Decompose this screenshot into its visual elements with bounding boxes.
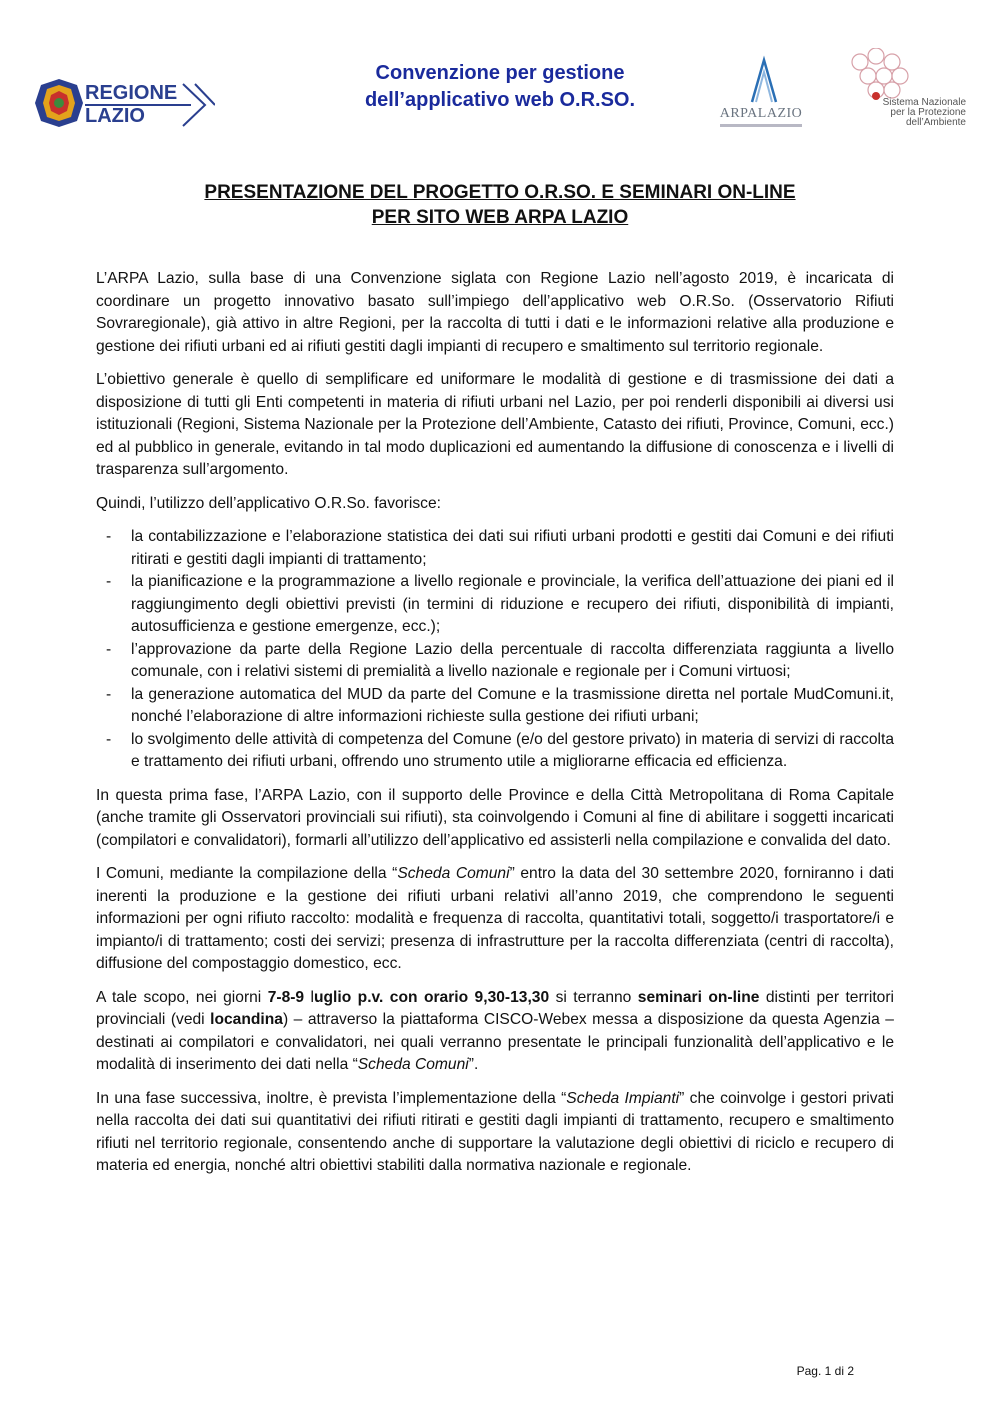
snpa-logo — [846, 48, 966, 128]
para6-text-e: si terranno — [549, 988, 638, 1006]
paragraph-2: L’obiettivo generale è quello di semplificare ed uniformare le modalità di gestione e di trasmissione dei dati a disposizione di tutti gli Enti competenti in materia di rifiuti urbani nel Lazio, per poi renderli disponibili ai diversi usi istituzionali (Regioni, Sistema Nazionale per la Protezione dell’Ambiente, Catasto dei rifiuti, Province, Comuni, ecc.) ed al pubblico in generale, evitando in tal modo duplicazioni ed aumentando la diffusione di conoscenza e i livelli di trasparenza sull’argomento. — [96, 371, 894, 478]
benefits-list — [96, 526, 894, 774]
list-dash: - — [106, 730, 112, 748]
scheda-impianti-italic: Scheda Impianti — [566, 1089, 680, 1107]
para5-text-a: I Comuni, mediante la compilazione della “ — [96, 865, 398, 882]
header-title-line-2: dell’applicativo web O.R.SO. — [364, 89, 636, 111]
list-item-text: la contabilizzazione e l’elaborazione statistica dei dati sui rifiuti urbani prodotti e gestiti dai Comuni e dei rifiuti ritirati e gestiti dagli impianti di trattamento; — [131, 528, 894, 568]
list-item — [96, 639, 894, 684]
list-item-text: lo svolgimento delle attività di competenza del Comune (e/o del gestore privato) in materia di servizi di raccolta e trattamento dei rifiuti urbani, offrendo uno strumento utile a migliorarne efficacia ed efficienza. — [131, 730, 894, 770]
header-title-line-1: Convenzione per gestione — [375, 62, 625, 84]
list-item — [96, 526, 894, 571]
paragraph-6 — [96, 987, 894, 1077]
para6-text-k: ”. — [468, 1056, 479, 1073]
para6-text-a: A tale scopo, nei giorni — [96, 988, 268, 1006]
para7-text-a: In una fase successiva, inoltre, è prevista l’implementazione della “ — [96, 1089, 567, 1107]
para6-text-i: ) – attraverso la piattaforma CISCO-Webex messa a disposizione da questa Agenzia – destinati ai compilatori e convalidatori, nei quali verranno presentate le principali funzionalità dell’applicativo e le modalità di inserimento dei dati nella “ — [96, 1011, 894, 1073]
seminari-online-bold: seminari on-line — [637, 988, 760, 1006]
arpa-lazio-logo — [712, 54, 810, 138]
arpa-logo-name: ARPALAZIO — [719, 106, 803, 121]
para6-text-c: l — [304, 988, 314, 1006]
para7-text-c: ” che coinvolge i gestori privati nella raccolta dei dati sui quantitativi dei rifiuti ritirati e gestiti dagli impianti di trattamento, recupero e smaltimento rifiuti nel territorio regionale, consentendo anche di supportare la valutazione degli obiettivi di riciclo e recupero di materia ed energia, nonché altri obiettivi stabiliti dalla normativa nazionale e regionale. — [96, 1089, 894, 1174]
paragraph-1: L’ARPA Lazio, sulla base di una Convenzione siglata con Regione Lazio nell’agosto 2019, è incaricata di coordinare un progetto innovativo basato sull’impiego dell’applicativo web O.R.So. (Osservatorio Rifiuti Sovraregionale), già attivo in altre Regioni, per la raccolta di tutti i dati e le informazioni relative alla produzione e gestione dei rifiuti urbani ed ai rifiuti gestiti dagli impianti di recupero e smaltimento sul territorio regionale. — [96, 270, 894, 355]
arpa-a-mark-icon — [712, 54, 810, 106]
paragraph-5 — [96, 863, 894, 976]
list-item — [96, 729, 894, 774]
snpa-line-2: per la Protezione — [890, 107, 966, 118]
paragraph-3: Quindi, l’utilizzo dell’applicativo O.R.So. favorisce: — [96, 494, 441, 512]
header-title — [330, 60, 670, 114]
scheda-comuni-italic: Scheda Comuni — [397, 865, 510, 882]
logo-line-1: REGIONE — [85, 82, 178, 104]
snpa-line-1: Sistema Nazionale — [882, 97, 966, 108]
para6-text-g: distinti per territori provinciali (vedi — [96, 988, 894, 1028]
list-dash: - — [106, 573, 112, 590]
list-dash: - — [106, 685, 112, 703]
document-title-line-1: PRESENTAZIONE DEL PROGETTO O.R.SO. E SEMINARI ON-LINE — [204, 182, 796, 203]
list-item-text: l’approvazione da parte della Regione Lazio della percentuale di raccolta differenziata raggiunta a livello comunale, con i relativi sistemi di premialità a livello nazionale e regionale per i Comuni virtuosi; — [131, 640, 894, 680]
list-item — [96, 571, 894, 639]
arpa-logo-subtext-bar — [720, 124, 802, 127]
snpa-hexagon-icon — [846, 48, 966, 100]
snpa-line-3: dell’Ambiente — [905, 117, 966, 128]
paragraph-7 — [96, 1088, 894, 1178]
page-number: Pag. 1 di 2 — [796, 1364, 854, 1378]
seminar-time: uglio p.v. con orario 9,30-13,30 — [314, 988, 550, 1006]
para5-text-c: ” entro la data del 30 settembre 2020, forniranno i dati inerenti la produzione e la gestione dei rifiuti urbani relativi all’anno 2019, che comprendono le seguenti informazioni per ogni rifiuto raccolto: modalità e frequenza di raccolta, quantitativi totali, soggetto/i trasportatore/i e impianto/i di trattamento; costi dei servizi; presenza di infrastrutture per la raccolta differenziata (centri di raccolta), diffusione del compostaggio domestico, ecc. — [96, 865, 894, 972]
regione-lazio-logo — [33, 72, 215, 134]
list-item — [96, 684, 894, 729]
list-item-text: la pianificazione e la programmazione a livello regionale e provinciale, la verifica dell’attuazione dei piani ed il raggiungimento degli obiettivi previsti (in termini di riduzione e recupero dei rifiuti, disponibilità di impianti, autosufficienza e gestione emergenze, ecc.); — [131, 573, 894, 635]
page-header — [0, 40, 1000, 140]
paragraph-4: In questa prima fase, l’ARPA Lazio, con il supporto delle Province e della Città Metropolitana di Roma Capitale (anche tramite gli Osservatori provinciali sui rifiuti), sta coinvolgendo i Comuni al fine di abilitare i soggetti incaricati (compilatori e convalidatori), formarli all’utilizzo dell’applicativo ed assisterli nella compilazione e convalida del dato. — [96, 786, 894, 849]
list-dash: - — [106, 640, 112, 658]
list-item-text: la generazione automatica del MUD da parte del Comune e la trasmissione diretta nel portale MudComuni.it, nonché l’elaborazione di altre informazioni richieste sulla gestione dei rifiuti urbani; — [131, 685, 894, 725]
locandina-bold: locandina — [210, 1011, 283, 1028]
list-dash: - — [106, 528, 112, 545]
logo-line-2: LAZIO — [85, 105, 145, 127]
scheda-comuni-italic-2: Scheda Comuni — [357, 1056, 469, 1073]
document-title — [0, 180, 1000, 230]
seminar-days: 7-8-9 — [267, 988, 305, 1006]
document-title-line-2: PER SITO WEB ARPA LAZIO — [371, 207, 629, 228]
document-body — [96, 268, 894, 1189]
